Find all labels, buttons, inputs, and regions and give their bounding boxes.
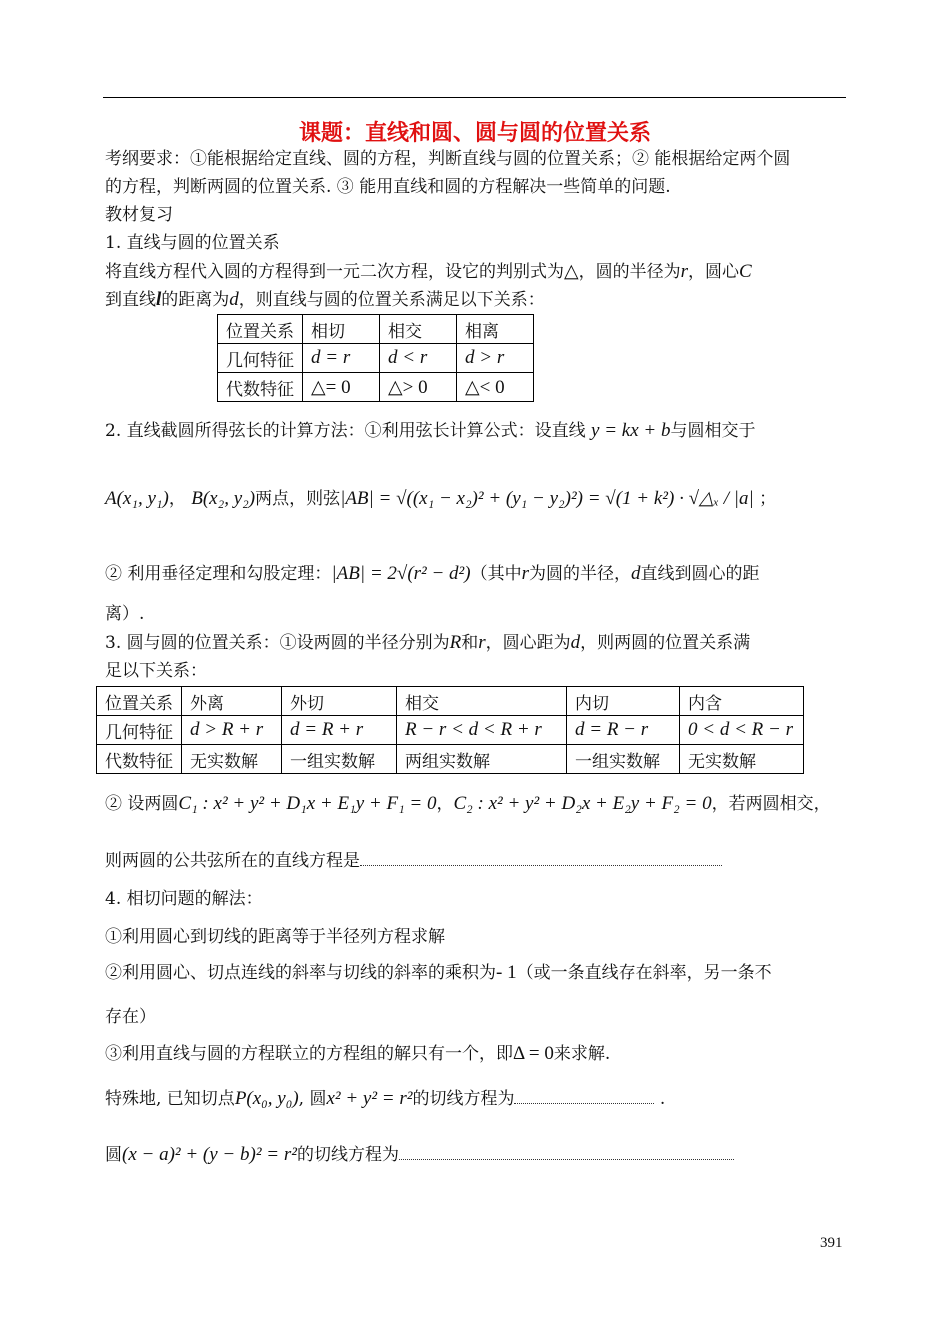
table-cell: 内切 bbox=[567, 687, 680, 716]
distance-symbol: d bbox=[229, 289, 239, 310]
point-a: A(x₁, y₁) bbox=[105, 488, 169, 509]
text: ， bbox=[436, 794, 454, 814]
section-3-para-2: 足以下关系： bbox=[105, 661, 207, 681]
table-cell: d > r bbox=[457, 344, 534, 373]
text: ，若两圆相交， bbox=[711, 794, 831, 814]
text: （其中 bbox=[470, 564, 522, 584]
table-cell: 一组实数解 bbox=[567, 745, 680, 774]
section-1-para-1 bbox=[105, 261, 752, 283]
table-cell: 代数特征 bbox=[97, 745, 182, 774]
text: 与圆相交于 bbox=[670, 421, 756, 441]
table-row bbox=[218, 315, 534, 344]
circle-circle-table bbox=[96, 686, 804, 774]
table-row bbox=[97, 716, 804, 745]
section-4-heading: 4. 相切问题的解法： bbox=[105, 889, 263, 909]
discriminant-zero: Δ = 0 bbox=[513, 1043, 554, 1064]
text: 圆 bbox=[105, 1145, 122, 1165]
common-chord-line bbox=[105, 849, 722, 872]
table-cell: d = r bbox=[303, 344, 380, 373]
table-cell: d > R + r bbox=[182, 716, 282, 745]
text: （或一条直线存在斜率，另一条不 bbox=[516, 963, 772, 983]
table-cell: △< 0 bbox=[457, 373, 534, 402]
special-case-line bbox=[105, 1087, 665, 1110]
table-cell: 位置关系 bbox=[97, 687, 182, 716]
table-cell: 代数特征 bbox=[218, 373, 303, 402]
text: 的切线方程为 bbox=[296, 1145, 399, 1165]
table-row bbox=[97, 745, 804, 774]
slope-product: - 1 bbox=[496, 962, 517, 983]
radius-symbol: r bbox=[680, 261, 689, 282]
answer-blank[interactable] bbox=[514, 1087, 654, 1104]
center-symbol: C bbox=[739, 261, 752, 282]
text: ，则直线与圆的位置关系满足以下关系： bbox=[238, 290, 545, 310]
text: 为圆的半径， bbox=[528, 564, 631, 584]
table-cell: 相离 bbox=[457, 315, 534, 344]
table-cell: 两组实数解 bbox=[397, 745, 567, 774]
header-rule bbox=[103, 97, 846, 98]
section-1-heading: 1. 直线与圆的位置关系 bbox=[105, 233, 280, 253]
section-4-method-1: ①利用圆心到切线的距离等于半径列方程求解 bbox=[105, 927, 445, 947]
table-cell: d < r bbox=[380, 344, 457, 373]
table-cell: 内含 bbox=[680, 687, 804, 716]
text: ② 利用垂径定理和勾股定理： bbox=[105, 564, 332, 584]
section-4-method-2 bbox=[105, 962, 772, 984]
table-cell: 外离 bbox=[182, 687, 282, 716]
text: 3. 圆与圆的位置关系：①设两圆的半径分别为 bbox=[105, 633, 450, 653]
line-equation: y = kx + b bbox=[591, 420, 671, 441]
text: ②利用圆心、切点连线的斜率与切线的斜率的乘积为 bbox=[105, 963, 496, 983]
text: ，则两圆的位置关系满 bbox=[580, 633, 751, 653]
delta-symbol: △ bbox=[564, 261, 579, 282]
radius-symbol: r bbox=[521, 563, 529, 584]
table-cell: 位置关系 bbox=[218, 315, 303, 344]
requirements-line-2: 的方程，判断两圆的位置关系. ③ 能用直线和圆的方程解决一些简单的问题. bbox=[105, 177, 671, 197]
distance-symbol: d bbox=[630, 563, 641, 584]
page-number: 391 bbox=[820, 1235, 843, 1251]
table-cell: 一组实数解 bbox=[282, 745, 397, 774]
text: 直线到圆心的距 bbox=[640, 564, 760, 584]
point-b: B(x₂, y₂) bbox=[191, 488, 256, 509]
general-circle-equation: (x − a)² + (y − b)² = r² bbox=[122, 1144, 297, 1165]
text: ② 设两圆 bbox=[105, 794, 179, 814]
page-title: 课题：直线和圆、圆与圆的位置关系 bbox=[298, 121, 651, 146]
table-cell: △= 0 bbox=[303, 373, 380, 402]
section-3-para-1 bbox=[105, 632, 750, 654]
text: 两点，则弦 bbox=[255, 489, 341, 509]
circle-c1-equation: C₁ : x² + y² + D₁x + E₁y + F₁ = 0 bbox=[178, 793, 437, 814]
big-radius-symbol: R bbox=[449, 632, 462, 653]
answer-blank[interactable] bbox=[399, 1143, 734, 1160]
chord-formula-2: |AB| = 2√(r² − d²) bbox=[331, 563, 471, 584]
chord-formula: |AB| = √((x₁ − x₂)² + (y₁ − y₂)²) = √(1 + k²) · √△ₓ / |a| bbox=[340, 488, 754, 509]
text: ，圆心距为 bbox=[485, 633, 571, 653]
text: ； bbox=[759, 489, 777, 509]
text: 将直线方程代入圆的方程得到一元二次方程，设它的判别式为 bbox=[105, 262, 564, 282]
section-4-method-2-end: 存在） bbox=[105, 1007, 156, 1027]
table-cell: △> 0 bbox=[380, 373, 457, 402]
table-cell: 相交 bbox=[380, 315, 457, 344]
section-2-method-2-end: 离）. bbox=[105, 604, 145, 624]
text: 的距离为 bbox=[161, 290, 230, 310]
text: . bbox=[659, 1089, 666, 1109]
review-heading: 教材复习 bbox=[105, 205, 173, 225]
text: 到直线 bbox=[105, 290, 156, 310]
circle-equation: x² + y² = r² bbox=[326, 1088, 413, 1109]
table-cell: 无实数解 bbox=[182, 745, 282, 774]
circle-c2-equation: C₂ : x² + y² + D₂x + E₂y + F₂ = 0 bbox=[453, 793, 712, 814]
text: 2. 直线截圆所得弦长的计算方法：①利用弦长计算公式：设直线 bbox=[105, 421, 586, 441]
text: 和 bbox=[461, 633, 479, 653]
requirements-line-1: 考纲要求：①能根据给定直线、圆的方程，判断直线与圆的位置关系；② 能根据给定两个圆 bbox=[105, 149, 791, 169]
table-cell: 相交 bbox=[397, 687, 567, 716]
text: ，圆心 bbox=[688, 262, 740, 282]
table-cell: d = R + r bbox=[282, 716, 397, 745]
table-cell: 相切 bbox=[303, 315, 380, 344]
table-cell: 0 < d < R − r bbox=[680, 716, 804, 745]
text: 来求解. bbox=[553, 1044, 611, 1064]
radius-symbol: r bbox=[478, 632, 486, 653]
table-cell: 外切 bbox=[282, 687, 397, 716]
tangent-point: P(x₀, y₀) bbox=[234, 1088, 299, 1109]
section-2-heading bbox=[105, 420, 755, 442]
text: ，圆的半径为 bbox=[578, 262, 681, 282]
table-row bbox=[218, 373, 534, 402]
section-3-method-2 bbox=[105, 793, 831, 815]
chord-length-formula-line: A(x₁, y₁)， B(x₂, y₂)两点，则弦|AB| = √((x₁ − x₂)² + (y₁ − y₂)²) = √(1 + k²) · √△ₓ / |a| ； bbox=[105, 488, 777, 509]
text: , 圆 bbox=[298, 1089, 327, 1109]
line-circle-table bbox=[217, 314, 534, 402]
table-cell: 无实数解 bbox=[680, 745, 804, 774]
table-cell: 几何特征 bbox=[97, 716, 182, 745]
text: 则两圆的公共弦所在的直线方程是 bbox=[105, 851, 360, 871]
section-2-method-2 bbox=[105, 563, 759, 585]
section-1-para-2 bbox=[105, 289, 545, 311]
table-row bbox=[97, 687, 804, 716]
text: 特殊地, 已知切点 bbox=[105, 1089, 235, 1109]
table-row bbox=[218, 344, 534, 373]
table-cell: R − r < d < R + r bbox=[397, 716, 567, 745]
table-cell: 几何特征 bbox=[218, 344, 303, 373]
line-symbol: l bbox=[156, 289, 162, 310]
general-circle-line bbox=[105, 1143, 734, 1166]
section-4-method-3 bbox=[105, 1043, 610, 1065]
answer-blank[interactable] bbox=[360, 849, 722, 866]
distance-symbol: d bbox=[570, 632, 581, 653]
table-cell: d = R − r bbox=[567, 716, 680, 745]
text: ③利用直线与圆的方程联立的方程组的解只有一个，即 bbox=[105, 1044, 513, 1064]
text: 的切线方程为 bbox=[412, 1089, 515, 1109]
